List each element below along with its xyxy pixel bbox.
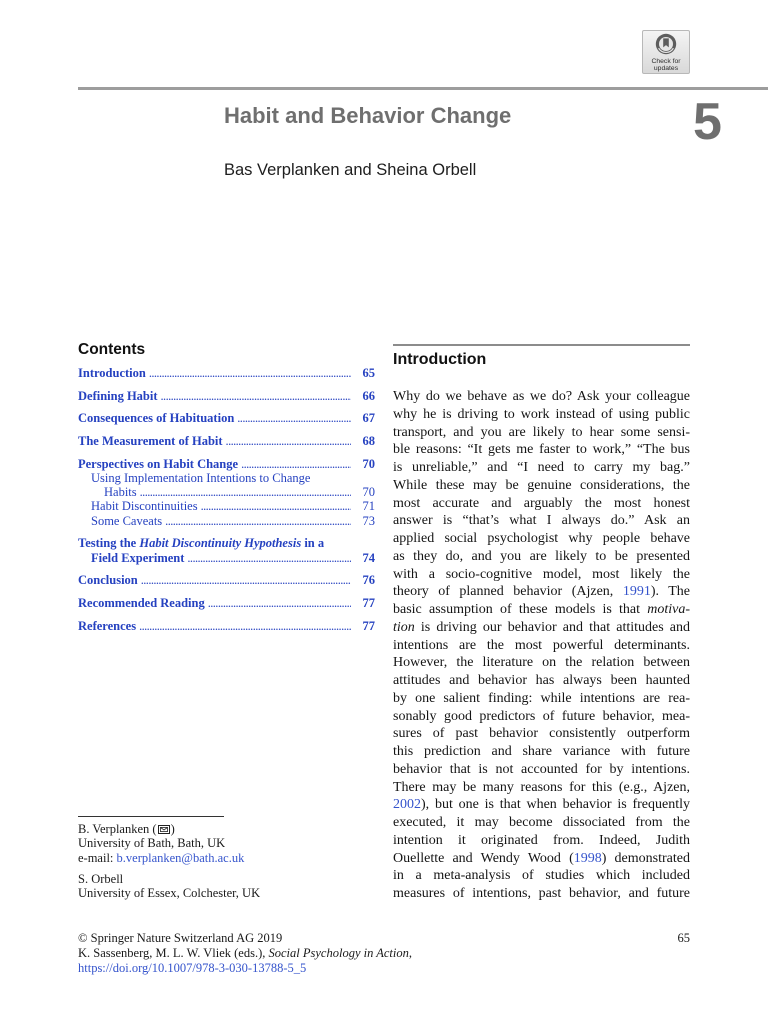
- copyright-notice: © Springer Nature Switzerland AG 2019: [78, 930, 283, 945]
- dot-leader: [201, 499, 351, 513]
- toc-entry-some-caveats[interactable]: [78, 514, 375, 528]
- chapter-title: Habit and Behavior Change: [224, 103, 512, 128]
- dot-leader: [140, 485, 351, 499]
- toc-entry-label-italic: Habit Discontinuity Hypothesis: [139, 536, 302, 551]
- author1-affiliation: University of Bath, Bath, UK: [78, 836, 226, 851]
- toc-entry-label-start: Testing the: [78, 536, 140, 551]
- toc-entry-label: Habit Discontinuities: [91, 499, 198, 514]
- dot-leader: [141, 573, 351, 587]
- author1-email-line: [78, 851, 378, 865]
- dot-leader: [165, 514, 351, 528]
- toc-entry-page: 76: [362, 573, 375, 588]
- toc-entry-page: 70: [362, 485, 375, 500]
- emphasis-text: tion: [393, 619, 415, 635]
- dot-leader: [241, 457, 351, 471]
- doi-line: [78, 961, 690, 976]
- toc-entry-label: Introduction: [78, 365, 146, 380]
- body-line: intentions are the most powerful determinants.: [393, 637, 690, 653]
- body-line: basic assumption of these models is that motiva-: [393, 602, 690, 618]
- body-line: While these may be genuine considerations, the: [393, 477, 690, 493]
- check-for-updates-badge[interactable]: [642, 30, 690, 74]
- body-line: sonably good predictors of future behavior, mea-: [393, 708, 690, 724]
- footnote-rule: [78, 816, 224, 817]
- toc-entry-label-continued: Habits: [104, 485, 137, 500]
- toc-entry-page: 77: [362, 618, 375, 633]
- toc-entry-recommended-reading[interactable]: [78, 596, 375, 610]
- toc-entry-label: Some Caveats: [91, 513, 163, 528]
- introduction-heading: Introduction: [393, 351, 487, 368]
- body-line: 2002), but one is that when behavior is frequently: [393, 797, 690, 813]
- author2-name: S. Orbell: [78, 871, 124, 886]
- doi-link[interactable]: https://doi.org/10.1007/978-3-030-13788-5_5: [78, 960, 307, 975]
- book-citation: [78, 946, 690, 961]
- badge-label-line1: Check for: [651, 57, 681, 65]
- toc-entry-page: 77: [362, 596, 375, 611]
- chapter-number: 5: [693, 93, 722, 151]
- body-line: sures of past behavior consistently outperform: [393, 726, 690, 742]
- author1-email-link[interactable]: b.verplanken@bath.ac.uk: [116, 850, 245, 865]
- toc-entry-page: 68: [362, 433, 375, 448]
- body-line: attitudes and behavior has always been haunted: [393, 673, 690, 689]
- dot-leader: [226, 434, 351, 448]
- toc-entry-references[interactable]: [78, 619, 375, 633]
- toc-entry-label: Consequences of Habituation: [78, 411, 235, 426]
- body-line: Ouellette and Wendy Wood (1998) demonstrated: [393, 850, 690, 866]
- header-rule: [78, 87, 768, 90]
- body-line: theory of planned behavior (Ajzen, 1991). The: [393, 584, 690, 600]
- body-line: tion is driving our behavior and that attitudes and: [393, 619, 690, 635]
- body-line: applied social psychologist why people behave: [393, 531, 690, 547]
- dot-leader: [208, 596, 351, 610]
- toc-entry-label-end: in a: [301, 536, 325, 551]
- body-line: most accurate and arguably the most honest: [393, 495, 690, 511]
- body-line: why he is driving to work instead of using public: [393, 406, 690, 422]
- body-line: executed, it may become dissociated from the: [393, 815, 690, 831]
- toc-entry-page: 74: [362, 550, 375, 565]
- toc-entry-page: 65: [362, 365, 375, 380]
- book-title: Social Psychology in Action: [268, 945, 409, 960]
- section-rule: [393, 344, 690, 346]
- body-line: measures of intentions, past behavior, and future: [393, 886, 690, 902]
- toc-entry-continuation: [78, 551, 375, 565]
- body-line: behavior that is not accounted for by intentions.: [393, 761, 690, 777]
- contents-heading: Contents: [78, 341, 146, 358]
- page-number: 65: [677, 930, 690, 945]
- body-line: is unreliable,” and “I need to carry my bag.”: [393, 460, 690, 476]
- toc-entry-testing-hypothesis[interactable]: [78, 536, 375, 565]
- toc-entry-label: Perspectives on Habit Change: [78, 456, 239, 471]
- crossmark-icon: [655, 33, 677, 55]
- toc-entry-defining-habit[interactable]: [78, 389, 375, 403]
- citation-editors: K. Sassenberg, M. L. W. Vliek (eds.),: [78, 945, 269, 960]
- toc-entry-label: [78, 536, 375, 550]
- body-line: transport, and you are likely to hear some sensi-: [393, 424, 690, 440]
- toc-entry-continuation: [91, 485, 375, 499]
- email-label: e-mail:: [78, 850, 117, 865]
- introduction-body: [393, 388, 690, 903]
- dot-leader: [187, 551, 351, 565]
- toc-entry-page: 67: [362, 411, 375, 426]
- table-of-contents: [78, 366, 375, 633]
- toc-entry-label: Conclusion: [78, 573, 138, 588]
- toc-entry-introduction[interactable]: [78, 366, 375, 380]
- footer-row: [78, 931, 690, 946]
- body-line: intention it originated from. Indeed, Judith: [393, 832, 690, 848]
- body-line: There may be many reasons for this (e.g., Ajzen,: [393, 779, 690, 795]
- author1-name: B. Verplanken (: [78, 822, 157, 836]
- citation-link[interactable]: 1998: [573, 850, 602, 866]
- body-line: this prediction and share variance with future: [393, 744, 690, 760]
- toc-entry-habit-discontinuities[interactable]: [78, 499, 375, 513]
- dot-leader: [149, 366, 351, 380]
- citation-link[interactable]: 1991: [622, 584, 651, 600]
- toc-entry-measurement-of-habit[interactable]: [78, 434, 375, 448]
- toc-entry-consequences-of-habituation[interactable]: [78, 411, 375, 425]
- toc-entry-page: 70: [362, 456, 375, 471]
- toc-entry-label: Recommended Reading: [78, 596, 205, 611]
- toc-entry-implementation-intentions[interactable]: [78, 471, 375, 500]
- body-line: as they do, and you are likely to be presented: [393, 548, 690, 564]
- author1-name-suffix: ): [170, 822, 175, 836]
- toc-entry-label: Defining Habit: [78, 388, 158, 403]
- envelope-icon: [158, 825, 170, 834]
- dot-leader: [237, 411, 351, 425]
- toc-entry-label-continued: Field Experiment: [91, 550, 185, 565]
- body-line: answer is “that’s what I always do.” Ask an: [393, 513, 690, 529]
- dot-leader: [139, 619, 351, 633]
- author1-name-line: [78, 822, 378, 836]
- citation-suffix: ,: [408, 945, 412, 960]
- dot-leader: [161, 389, 351, 403]
- body-line: ble reasons: “It gets me faster to work,” “The bus: [393, 442, 690, 458]
- toc-entry-perspectives-on-habit-change[interactable]: [78, 457, 375, 471]
- emphasis-text: motiva-: [647, 602, 690, 618]
- toc-entry-page: 66: [362, 388, 375, 403]
- body-line: Why do we behave as we do? Ask your colleague: [393, 389, 690, 405]
- badge-label-line2: updates: [653, 64, 679, 72]
- toc-entry-label: The Measurement of Habit: [78, 433, 223, 448]
- body-line: with a socio-cognitive model, most likely the: [393, 566, 690, 582]
- toc-entry-label: Using Implementation Intentions to Change: [91, 470, 311, 485]
- citation-link[interactable]: 2002: [393, 797, 421, 813]
- page-footer: [78, 931, 690, 976]
- chapter-authors: Bas Verplanken and Sheina Orbell: [224, 161, 477, 179]
- body-line: by one salient finding: while intentions are rea-: [393, 690, 690, 706]
- body-line: in a meta-analysis of studies which included: [393, 868, 690, 884]
- body-line: However, the literature on the relation between: [393, 655, 690, 671]
- author2-affiliation: University of Essex, Colchester, UK: [78, 885, 261, 900]
- author-footnotes: [78, 822, 378, 900]
- toc-entry-page: 71: [362, 499, 375, 514]
- toc-entry-label: References: [78, 618, 137, 633]
- toc-entry-conclusion[interactable]: [78, 573, 375, 587]
- toc-entry-page: 73: [362, 513, 375, 528]
